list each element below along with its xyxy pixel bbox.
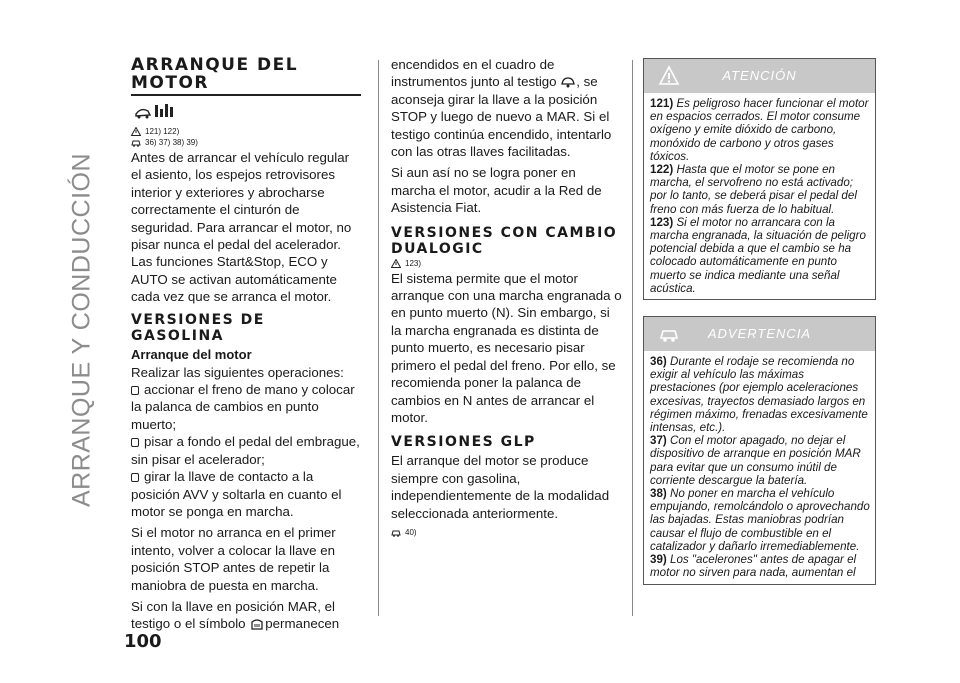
checkbox-bullet-icon: [131, 473, 139, 482]
warning-refs: [131, 138, 361, 147]
bullet-text: accionar el freno de mano y colocar la palanca de cambios en punto muerto;: [131, 382, 355, 432]
warning-box-body: [644, 351, 875, 583]
immobilizer-warning-icon: [560, 75, 576, 89]
attention-box: [643, 58, 876, 300]
attention-heading: ATENCIÓN: [722, 68, 797, 83]
attention-note: [650, 216, 871, 295]
note-text: Los "acelerones" antes de apagar el motor no sirven para nada, aumentan el: [650, 553, 857, 580]
note-text: No poner en marcha el vehículo empujando, remolcándolo o aprovechando las bajadas. Estas maniobras podrían causar el flujo de combustible en el catalizador y dañarlo irremediablemente.: [650, 487, 870, 553]
side-section-title-text: ARRANQUE Y CONDUCCIÓN: [67, 152, 96, 508]
note-number: 38): [650, 487, 667, 501]
subsection-title-gasolina: VERSIONES DE GASOLINA: [131, 311, 265, 344]
car-key-pictogram-icon: [133, 102, 177, 120]
bullet-item: [131, 433, 361, 468]
minor-heading: Arranque del motor: [131, 346, 252, 362]
column-divider: [378, 60, 379, 616]
continued-text-b: , se aconseja girar la llave a la posición STOP y luego de nuevo a MAR. Si el testigo continúa encendido, intentarlo con las otras llaves facilitadas.: [391, 74, 612, 160]
page-number: 100: [124, 631, 162, 652]
column-divider: [632, 60, 633, 616]
attention-refs: [391, 259, 623, 268]
warning-note: [650, 355, 871, 434]
section-title: ARRANQUE DEL MOTOR: [131, 55, 299, 93]
warning-light-text-b: permanecen: [265, 616, 340, 632]
glp-paragraph: El arranque del motor se produce siempre con gasolina, independientemente de la modalidad seleccionada anteriormente.: [391, 453, 610, 521]
warning-heading: ADVERTENCIA: [707, 326, 812, 342]
dualogic-paragraph: El sistema permite que el motor arranque con una marcha engranada o en punto muerto (N). Sin embargo, si la marcha engranada es distinta de punto muerto, es necesario pisar primero el pedal del freno. Por ello, se recomienda poner la palanca de cambios en N antes de arrancar el motor.: [391, 270, 622, 425]
attention-refs: [131, 127, 361, 136]
subsection-title-dualogic: VERSIONES CON CAMBIO DUALOGIC: [391, 224, 618, 257]
bullet-text: girar la llave de contacto a la posición AVV y soltarla en cuanto el motor se ponga en marcha.: [131, 469, 342, 519]
checkbox-bullet-icon: [131, 386, 139, 395]
title-rule: [131, 94, 361, 96]
attention-box-body: [644, 93, 875, 299]
operations-intro: Realizar las siguientes operaciones:: [131, 364, 344, 380]
note-number: 37): [650, 434, 667, 448]
service-paragraph: Si aun así no se logra poner en marcha el motor, acudir a la Red de Asistencia Fiat.: [391, 165, 602, 216]
note-number: 121): [650, 97, 674, 110]
column-3: [643, 58, 876, 585]
attention-refs-text: 123): [405, 258, 422, 268]
preheat-symbol-icon: [249, 617, 265, 631]
warning-box: [643, 316, 876, 584]
attention-box-header: [644, 59, 875, 93]
note-text: Si el motor no arrancara con la marcha engranada, la situación de peligro potencial debida a que el cambio se ha colocado automáticamente en punto muerto se indica mediante una señal acústica.: [650, 215, 866, 295]
warning-refs-text: 36) 37) 38) 39): [145, 138, 198, 147]
subsection-title-glp: VERSIONES GLP: [391, 434, 536, 451]
attention-note: [650, 97, 871, 163]
note-number: 122): [650, 163, 674, 177]
warning-note: [650, 434, 871, 487]
warning-light-text-a: Si con la llave en posición MAR, el testigo o el símbolo: [131, 598, 335, 632]
car-warning-icon: [391, 528, 401, 537]
note-number: 123): [650, 215, 674, 229]
car-warning-icon: [131, 138, 141, 147]
continued-paragraph: [391, 56, 623, 160]
warning-box-header: [644, 317, 875, 351]
attention-triangle-icon: [391, 259, 401, 268]
column-2: [391, 56, 623, 539]
warning-refs: [391, 528, 623, 537]
continued-text-a: encendidos en el cuadro de instrumentos junto al testigo: [391, 57, 557, 90]
bullet-text: pisar a fondo el pedal del embrague, sin pisar el acelerador;: [131, 434, 360, 467]
column-1: [131, 56, 361, 637]
note-text: Es peligroso hacer funcionar el motor en espacios cerrados. El motor consume oxígeno y emite dióxido de carbono, monóxido de carbono y otros gases tóxicos.: [650, 97, 869, 163]
start-engine-icons: [133, 102, 361, 125]
note-number: 36): [650, 355, 667, 369]
attention-triangle-icon: [131, 127, 141, 136]
warning-note: [650, 553, 871, 579]
retry-paragraph: Si el motor no arranca en el primer intento, volver a colocar la llave en posición STOP antes de repetir la maniobra de puesta en marcha.: [131, 525, 336, 593]
intro-paragraph: Antes de arrancar el vehículo regular el asiento, los espejos retrovisores interior y exteriores y abrocharse correctamente el cinturón de seguridad. Para arrancar el motor, no pisar nunca el pedal del acelerador. Las funciones Start&Stop, ECO y AUTO se activan automáticamente cada vez que se arranca el motor.: [131, 150, 352, 305]
warning-refs-text: 40): [405, 527, 417, 537]
attention-note: [650, 163, 871, 216]
warning-note: [650, 487, 871, 553]
warning-light-paragraph: [131, 598, 361, 633]
bullet-item: [131, 468, 361, 520]
note-text: Hasta que el motor se pone en marcha, el servofreno no está activado; por lo tanto, se deberá pisar el pedal del freno con más fuerza de lo habitual.: [650, 163, 857, 216]
attention-refs-text: 121) 122): [145, 127, 180, 136]
bullet-item: [131, 381, 361, 433]
checkbox-bullet-icon: [131, 438, 139, 447]
note-text: Con el motor apagado, no dejar el dispositivo de arranque en posición MAR para evitar que un consumo inútil de corriente descargue la batería.: [650, 434, 861, 487]
note-text: Durante el rodaje se recomienda no exigir al vehículo las máximas prestaciones (por ejemplo aceleraciones excesivas, trayectos demasiado largos en régimen máximo, frenadas excesivamente intensas, etc.).: [650, 355, 868, 435]
note-number: 39): [650, 553, 667, 567]
